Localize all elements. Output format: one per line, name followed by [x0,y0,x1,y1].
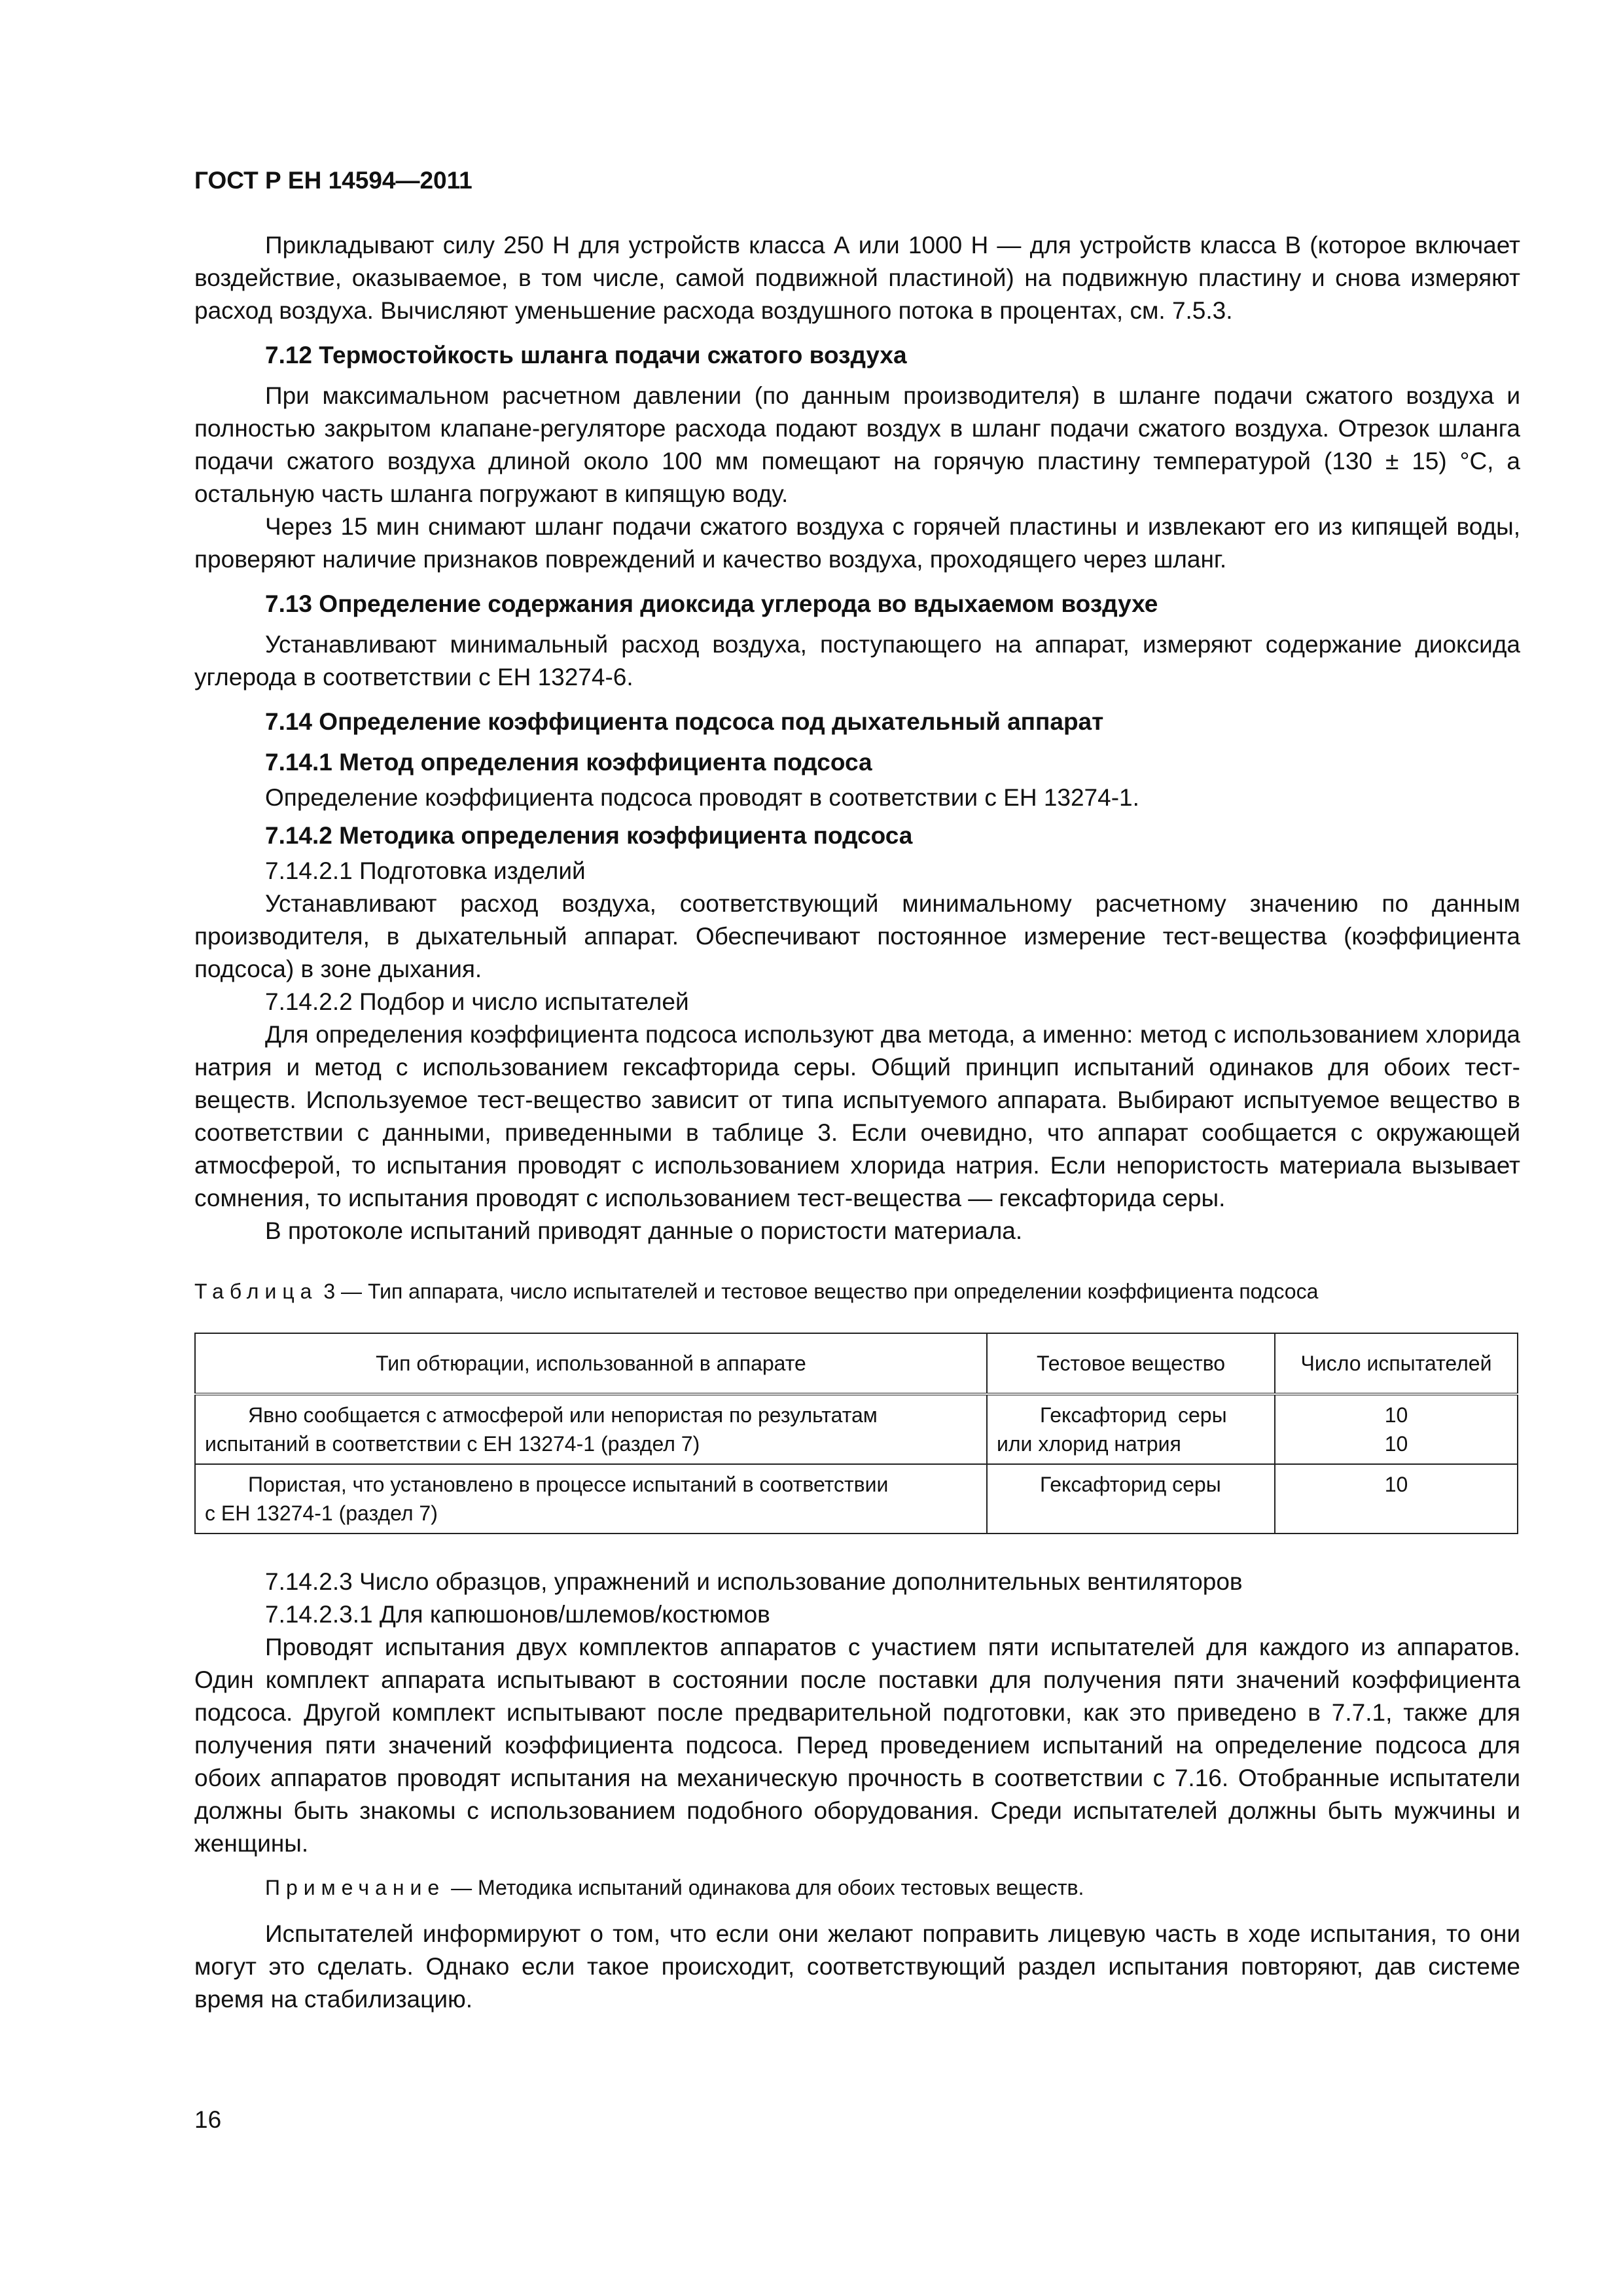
cell-text-line: Пористая, что установлено в процессе испытаний в соответствии [248,1473,889,1496]
paragraph-7-14-2-3-1: Проводят испытания двух комплектов аппаратов с участием пяти испытателей для каждого из аппаратов. Один комплект аппарата испытывают в состоянии после поставки для получения пяти значений коэффициента подсоса. Другой комплект испытывают после предварительной подготовки, как это приведено в 7.7.1, также для получения пяти значений коэффициента подсоса. Перед проведением испытаний на определение подсоса для обоих аппаратов проводят испытания на механическую прочность в соответствии с 7.16. Отобранные испытатели должны быть знакомы с использованием подобного оборудования. Среди испытателей должны быть мужчины и женщины. [194,1634,1520,1857]
cell-text-line: испытаний в соответствии с ЕН 13274-1 (раздел 7) [205,1432,700,1456]
cell-value: 10 [1384,1432,1408,1456]
cell-text-line: или хлорид натрия [997,1432,1181,1456]
heading-7-14: 7.14 Определение коэффициента подсоса под дыхательный аппарат [265,708,1104,735]
subheading-7-14-2-3-1: 7.14.2.3.1 Для капюшонов/шлемов/костюмов [265,1601,770,1628]
table-caption-text: 3 — Тип аппарата, число испытателей и тестовое вещество при определении коэффициента подсоса [317,1280,1319,1303]
note-text: — Методика испытаний одинакова для обоих тестовых веществ. [445,1876,1084,1899]
table-row [195,1394,1518,1464]
cell-test-substance [987,1394,1275,1464]
cell-text-line: Явно сообщается с атмосферой или непористая по результатам [248,1403,878,1427]
note-label: Примечание [265,1876,446,1899]
subheading-7-14-2-2: 7.14.2.2 Подбор и число испытателей [265,988,689,1015]
cell-obturation-type [195,1464,987,1534]
heading-7-14-2: 7.14.2 Методика определения коэффициента подсоса [265,822,913,849]
table-header-row [195,1333,1518,1394]
paragraph-7-14-2-1: Устанавливают расход воздуха, соответствующий минимальному расчетному значению по данным производителя, в дыхательный аппарат. Обеспечивают постоянное измерение тест-вещества (коэффициента подсоса) в зоне дыхания. [194,890,1520,982]
paragraph-7-14-1: Определение коэффициента подсоса проводят в соответствии с ЕН 13274-1. [265,784,1139,811]
paragraph-7-14-2-2-b: В протоколе испытаний приводят данные о пористости материала. [265,1217,1023,1244]
table-row [195,1464,1518,1534]
paragraph-7-12-b: Через 15 мин снимают шланг подачи сжатого воздуха с горячей пластины и извлекают его из кипящей воды, проверяют наличие признаков повреждений и качество воздуха, проходящего через шланг. [194,513,1520,573]
table-3-caption [194,1275,1520,1308]
after-table-section [194,1566,1520,2016]
paragraph-final: Испытателей информируют о том, что если они желают поправить лицевую часть в ходе испытания, то они могут это сделать. Однако если такое происходит, соответствующий раздел испытания повторяют, дав системе время на стабилизацию. [194,1920,1520,2013]
note [194,1873,1520,1902]
subheading-7-14-2-1: 7.14.2.1 Подготовка изделий [265,857,586,884]
heading-7-12: 7.12 Термостойкость шланга подачи сжатого воздуха [265,342,907,368]
col-header-test-substance: Тестовое вещество [987,1333,1275,1394]
cell-test-substance [987,1464,1275,1534]
standard-header: ГОСТ Р ЕН 14594—2011 [194,167,473,194]
cell-obturation-type [195,1394,987,1464]
cell-testers-count [1275,1464,1518,1534]
cell-testers-count [1275,1394,1518,1464]
heading-7-13: 7.13 Определение содержания диоксида углерода во вдыхаемом воздухе [265,590,1158,617]
paragraph-intro: Прикладывают силу 250 Н для устройств класса А или 1000 Н — для устройств класса В (которое включает воздействие, оказываемое, в том числе, самой подвижной пластиной) на подвижную пластину и снова измеряют расход воздуха. Вычисляют уменьшение расхода воздушного потока в процентах, см. 7.5.3. [194,232,1520,324]
paragraph-7-14-2-2: Для определения коэффициента подсоса используют два метода, а именно: метод с использованием хлорида натрия и метод с использованием гексафторида серы. Общий принцип испытаний одинаков для обоих тест-веществ. Используемое тест-вещество зависит от типа испытуемого аппарата. Выбирают испытуемое вещество в соответствии с данными, приведенными в таблице 3. Если очевидно, что аппарат сообщается с окружающей атмосферой, то испытания проводят с использованием хлорида натрия. Если непористость материала вызывает сомнения, то испытания проводят с использованием тест-вещества — гексафторида серы. [194,1021,1520,1211]
col-header-testers-count: Число испытателей [1275,1333,1518,1394]
paragraph-7-12-a: При максимальном расчетном давлении (по данным производителя) в шланге подачи сжатого воздуха и полностью закрытом клапане-регуляторе расхода подают воздух в шланг подачи сжатого воздуха. Отрезок шланга подачи сжатого воздуха длиной около 100 мм помещают на горячую пластину температурой (130 ± 15) °С, а остальную часть шланга погружают в кипящую воду. [194,382,1520,507]
table-caption-label: Таблица [194,1280,318,1303]
col-header-obturation-type: Тип обтюрации, использованной в аппарате [195,1333,987,1394]
page-number: 16 [194,2106,222,2133]
subheading-7-14-2-3: 7.14.2.3 Число образцов, упражнений и использование дополнительных вентиляторов [265,1568,1243,1595]
heading-7-14-1: 7.14.1 Метод определения коэффициента подсоса [265,749,872,776]
cell-value: 10 [1384,1403,1408,1427]
cell-text-line: с ЕН 13274-1 (раздел 7) [205,1501,438,1525]
cell-text-line: Гексафторид серы [1040,1403,1227,1427]
cell-value: 10 [1384,1473,1408,1496]
table-3 [194,1333,1518,1534]
document-body [194,229,1520,2016]
paragraph-7-13: Устанавливают минимальный расход воздуха, поступающего на аппарат, измеряют содержание диоксида углерода в соответствии с ЕН 13274-6. [194,631,1520,691]
cell-text-line: Гексафторид серы [1040,1473,1221,1496]
